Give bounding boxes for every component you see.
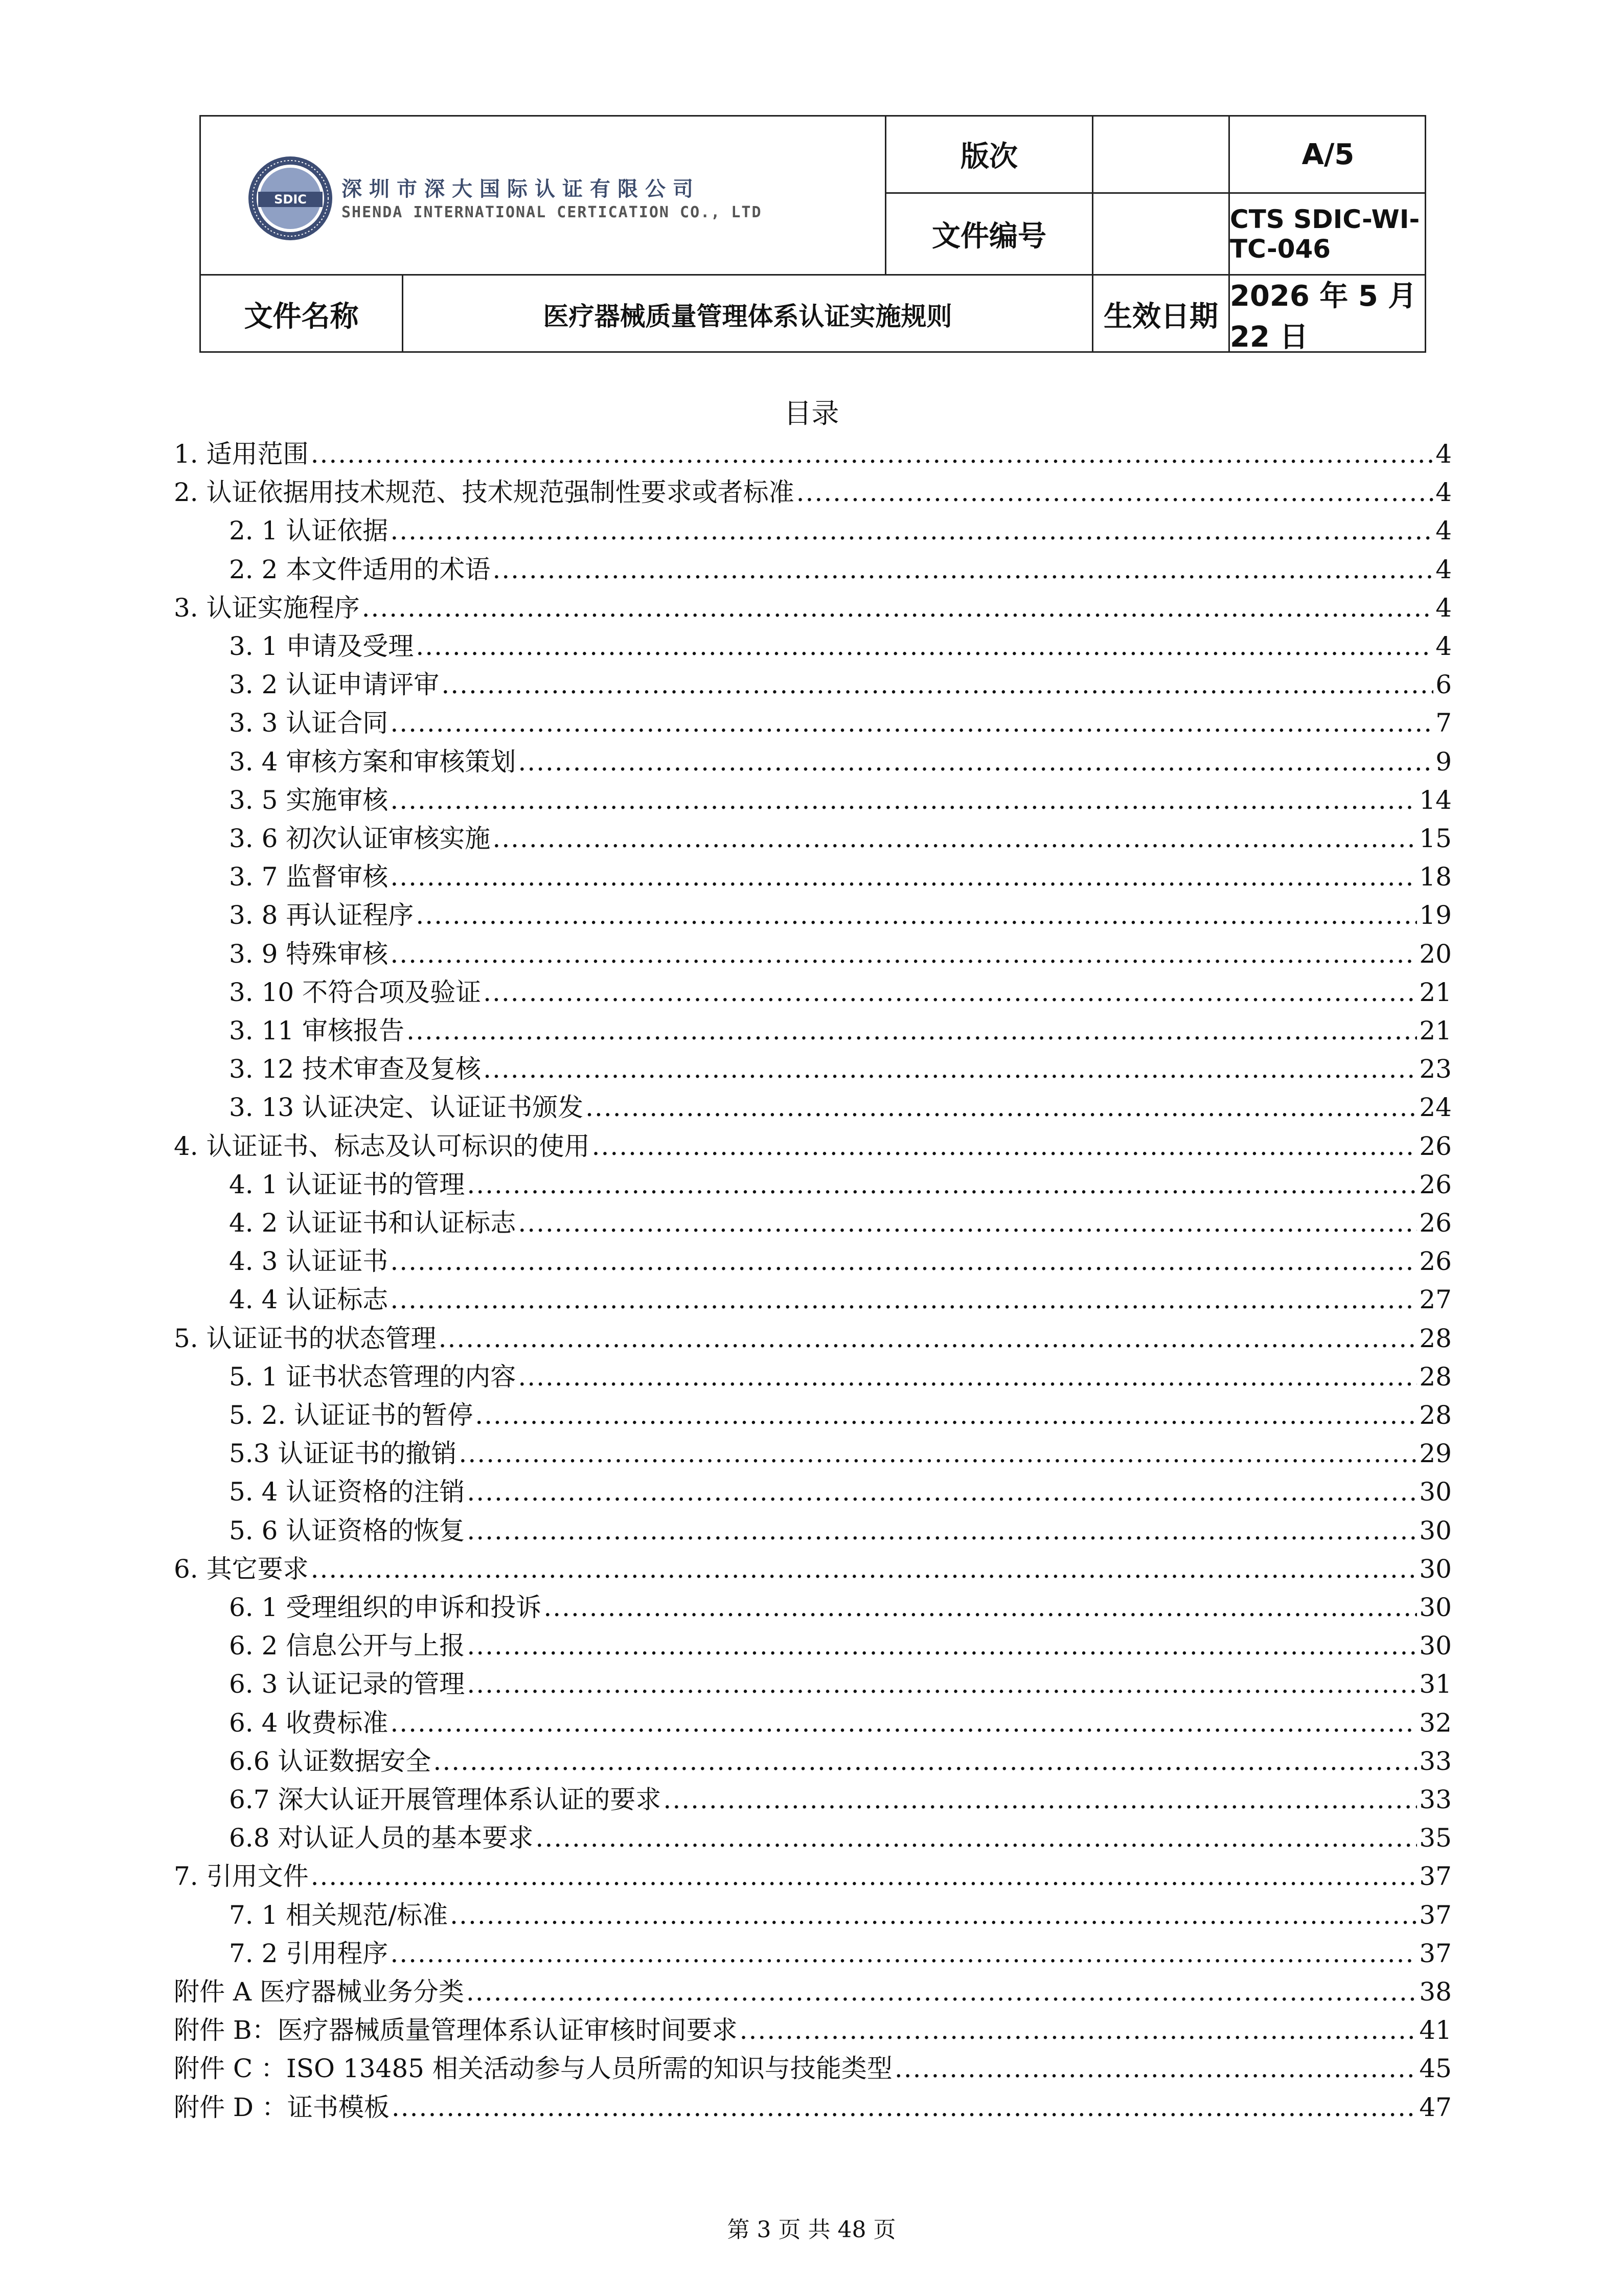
- toc-entry-title: 3. 3 认证合同: [229, 708, 388, 738]
- toc-entry-title: 3. 7 监督审核: [229, 862, 388, 892]
- toc-leader-dots: [311, 1861, 1418, 1891]
- document-name-value: 医疗器械质量管理体系认证实施规则: [543, 301, 952, 331]
- toc-entry-title: 附件 B：医疗器械质量管理体系认证审核时间要求: [174, 2015, 738, 2045]
- svg-text:SDIC: SDIC: [274, 192, 307, 207]
- toc-entry-page: 37: [1419, 1861, 1452, 1892]
- toc-entry-title: 5. 认证证书的状态管理: [174, 1323, 437, 1353]
- toc-entry[interactable]: [174, 2048, 1452, 2084]
- toc-entry[interactable]: [229, 818, 1452, 854]
- toc-leader-dots: [492, 555, 1433, 584]
- toc-leader-dots: [390, 708, 1433, 738]
- toc-entry-title: 2. 认证依据用技术规范、技术规范强制性要求或者标准: [174, 478, 794, 508]
- toc-leader-dots: [535, 1823, 1417, 1853]
- toc-leader-dots: [390, 1708, 1417, 1738]
- toc-entry-page: 4: [1435, 516, 1452, 546]
- toc-entry[interactable]: [229, 1625, 1452, 1661]
- toc-entry-title: 5. 4 认证资格的注销: [229, 1477, 465, 1507]
- toc-entry-page: 41: [1419, 2015, 1452, 2045]
- toc-entry-page: 21: [1419, 1016, 1452, 1045]
- toc-entry-title: 2. 2 本文件适用的术语: [229, 554, 491, 584]
- toc-entry[interactable]: [229, 1164, 1452, 1200]
- toc-leader-dots: [475, 1400, 1417, 1430]
- toc-entry-page: 38: [1419, 1977, 1452, 2007]
- toc-leader-dots: [592, 1131, 1418, 1161]
- toc-entry-title: 3. 10 不符合项及验证: [229, 977, 482, 1007]
- toc-entry[interactable]: [174, 1971, 1452, 2007]
- toc-entry-page: 4: [1435, 593, 1452, 623]
- toc-leader-dots: [433, 1746, 1417, 1776]
- toc-entry-page: 15: [1419, 824, 1452, 853]
- toc-entry[interactable]: [229, 664, 1452, 700]
- toc-leader-dots: [390, 1246, 1417, 1276]
- document-header-table: [199, 115, 1426, 353]
- toc-leader-dots: [441, 670, 1433, 699]
- toc-entry-page: 18: [1419, 862, 1452, 892]
- toc-title: 目录: [784, 397, 839, 429]
- toc-entry-title: 4. 1 认证证书的管理: [229, 1169, 465, 1199]
- toc-entry-page: 23: [1419, 1054, 1452, 1084]
- toc-leader-dots: [450, 1900, 1417, 1930]
- toc-entry-page: 30: [1419, 1515, 1452, 1545]
- toc-entry-page: 26: [1419, 1169, 1452, 1199]
- toc-entry[interactable]: [229, 1817, 1452, 1853]
- toc-entry[interactable]: [229, 972, 1452, 1008]
- toc-entry-title: 3. 2 认证申请评审: [229, 670, 440, 700]
- toc-entry[interactable]: [229, 1241, 1452, 1277]
- toc-entry-page: 30: [1419, 1593, 1452, 1622]
- toc-entry-title: 3. 认证实施程序: [174, 593, 360, 623]
- version-label: 版次: [961, 140, 1018, 173]
- toc-entry-page: 28: [1419, 1361, 1452, 1392]
- toc-entry-title: 6. 1 受理组织的申诉和投诉: [229, 1593, 542, 1622]
- toc-entry[interactable]: [229, 510, 1452, 546]
- toc-entry-page: 37: [1419, 1900, 1452, 1930]
- toc-entry[interactable]: [229, 780, 1452, 815]
- toc-entry[interactable]: [229, 1741, 1452, 1777]
- toc-entry-title: 4. 3 认证证书: [229, 1246, 388, 1277]
- toc-entry-title: 6. 3 认证记录的管理: [229, 1669, 465, 1699]
- toc-entry-page: 24: [1419, 1093, 1452, 1123]
- toc-entry[interactable]: [229, 1202, 1452, 1238]
- toc-entry-title: 6.6 认证数据安全: [229, 1746, 431, 1776]
- toc-entry-title: 4. 认证证书、标志及认可标识的使用: [174, 1131, 590, 1161]
- toc-leader-dots: [439, 1324, 1418, 1353]
- toc-leader-dots: [796, 478, 1434, 507]
- toc-entry-title: 6. 4 收费标准: [229, 1708, 388, 1738]
- toc-entry[interactable]: [174, 1126, 1452, 1162]
- toc-entry-title: 6.8 对认证人员的基本要求: [229, 1823, 534, 1853]
- toc-entry[interactable]: [229, 702, 1452, 738]
- company-name-en: SHENDA INTERNATIONAL CERTICATION CO., LTD: [341, 203, 762, 221]
- toc-entry-page: 4: [1435, 554, 1452, 584]
- toc-leader-dots: [895, 2054, 1417, 2083]
- toc-entry-title: 5. 6 认证资格的恢复: [229, 1515, 465, 1545]
- page-footer: 第 3 页 共 48 页: [727, 2217, 896, 2243]
- toc-leader-dots: [311, 439, 1434, 469]
- toc-leader-dots: [390, 939, 1417, 969]
- document-name-label: 文件名称: [244, 300, 359, 333]
- toc-entry[interactable]: [229, 1433, 1452, 1469]
- toc-entry-title: 5. 1 证书状态管理的内容: [229, 1361, 516, 1392]
- toc-leader-dots: [585, 1093, 1417, 1122]
- toc-entry-page: 26: [1419, 1208, 1452, 1238]
- version-value: A/5: [1301, 138, 1355, 171]
- toc-leader-dots: [362, 593, 1434, 623]
- toc-entry-title: 3. 12 技术审查及复核: [229, 1054, 482, 1084]
- toc-entry-page: 30: [1419, 1477, 1452, 1507]
- toc-entry[interactable]: [229, 1087, 1452, 1123]
- toc-entry-page: 21: [1419, 977, 1452, 1007]
- toc-entry[interactable]: [229, 1664, 1452, 1699]
- toc-entry-title: 7. 2 引用程序: [229, 1938, 388, 1968]
- toc-leader-dots: [518, 1362, 1417, 1392]
- toc-entry-page: 9: [1435, 746, 1452, 777]
- toc-leader-dots: [467, 1516, 1417, 1545]
- toc-entry-page: 4: [1435, 439, 1452, 469]
- toc-leader-dots: [740, 2015, 1418, 2045]
- toc-entry-title: 7. 引用文件: [174, 1861, 309, 1892]
- toc-entry[interactable]: [229, 1702, 1452, 1738]
- toc-entry[interactable]: [174, 1549, 1452, 1584]
- toc-entry-title: 4. 2 认证证书和认证标志: [229, 1208, 516, 1238]
- toc-leader-dots: [311, 1554, 1418, 1584]
- toc-entry-page: 37: [1419, 1938, 1452, 1968]
- toc-entry[interactable]: [229, 1010, 1452, 1046]
- toc-entry-title: 5.3 认证证书的撤销: [229, 1439, 457, 1469]
- toc-entry[interactable]: [229, 1510, 1452, 1546]
- toc-entry-title: 3. 9 特殊审核: [229, 939, 388, 969]
- toc-entry[interactable]: [174, 472, 1452, 508]
- toc-entry-title: 3. 11 审核报告: [229, 1016, 405, 1045]
- toc-entry-title: 3. 4 审核方案和审核策划: [229, 746, 516, 777]
- toc-entry[interactable]: [174, 434, 1452, 469]
- toc-entry-title: 3. 8 再认证程序: [229, 900, 414, 930]
- toc-leader-dots: [390, 516, 1433, 545]
- toc-entry-title: 附件 C ：ISO 13485 相关活动参与人员所需的知识与技能类型: [174, 2054, 893, 2084]
- toc-entry-title: 附件 A 医疗器械业务分类: [174, 1977, 464, 2007]
- toc-entry[interactable]: [229, 1049, 1452, 1084]
- toc-entry-page: 33: [1419, 1746, 1452, 1776]
- toc-leader-dots: [483, 1054, 1417, 1084]
- toc-leader-dots: [483, 977, 1417, 1007]
- document-number-label: 文件编号: [932, 219, 1046, 253]
- toc-entry[interactable]: [229, 1279, 1452, 1315]
- toc-entry-title: 6. 2 信息公开与上报: [229, 1631, 465, 1661]
- toc-entry-title: 7. 1 相关规范/标准: [229, 1900, 448, 1930]
- toc-leader-dots: [390, 1939, 1417, 1968]
- toc-entry-page: 45: [1419, 2054, 1452, 2084]
- toc-entry-page: 31: [1419, 1669, 1452, 1699]
- toc-entry-title: 6. 其它要求: [174, 1554, 309, 1584]
- toc-entry-title: 2. 1 认证依据: [229, 516, 388, 546]
- toc-entry-title: 3. 13 认证决定、认证证书颁发: [229, 1093, 584, 1123]
- toc-leader-dots: [406, 1016, 1417, 1045]
- toc-entry-page: 14: [1419, 785, 1452, 815]
- toc-leader-dots: [663, 1785, 1417, 1814]
- toc-entry-page: 19: [1419, 900, 1452, 930]
- toc-leader-dots: [492, 824, 1417, 853]
- toc-entry-title: 3. 6 初次认证审核实施: [229, 824, 491, 853]
- toc-entry[interactable]: [174, 1318, 1452, 1354]
- toc-entry[interactable]: [229, 626, 1452, 662]
- toc-leader-dots: [467, 1170, 1417, 1199]
- company-logo-block: [201, 117, 886, 275]
- toc-entry-page: 4: [1435, 478, 1452, 508]
- toc-leader-dots: [390, 862, 1417, 892]
- toc-entry-page: 4: [1435, 631, 1452, 661]
- company-name-cn: 深圳市深大国际认证有限公司: [341, 177, 700, 201]
- toc-leader-dots: [416, 631, 1433, 661]
- toc-leader-dots: [467, 1477, 1417, 1507]
- toc-entry-page: 30: [1419, 1554, 1452, 1584]
- toc-entry[interactable]: [229, 895, 1452, 930]
- toc-entry-title: 附件 D ：证书模板: [174, 2092, 390, 2122]
- toc-entry[interactable]: [229, 1895, 1452, 1930]
- toc-entry-title: 4. 4 认证标志: [229, 1285, 388, 1315]
- toc-entry-title: 3. 1 申请及受理: [229, 631, 414, 661]
- toc-entry[interactable]: [229, 934, 1452, 969]
- toc-entry-title: 5. 2. 认证证书的暂停: [229, 1400, 473, 1430]
- toc-leader-dots: [518, 747, 1433, 777]
- toc-entry-page: 47: [1419, 2092, 1452, 2122]
- toc-entry[interactable]: [229, 549, 1452, 585]
- toc-leader-dots: [416, 900, 1417, 930]
- toc-leader-dots: [467, 1669, 1417, 1699]
- toc-entry-page: 20: [1419, 939, 1452, 969]
- toc-entry[interactable]: [229, 741, 1452, 777]
- toc-leader-dots: [392, 2093, 1418, 2122]
- effective-date-value: 2026 年 5 月 22 日: [1230, 279, 1417, 354]
- toc-entry[interactable]: [229, 1395, 1452, 1430]
- toc-entry-page: 32: [1419, 1708, 1452, 1738]
- toc-entry[interactable]: [229, 1471, 1452, 1507]
- toc-leader-dots: [543, 1593, 1417, 1622]
- toc-entry-title: 6.7 深大认证开展管理体系认证的要求: [229, 1785, 661, 1814]
- toc-entry-page: 26: [1419, 1246, 1452, 1277]
- toc-entry-page: 33: [1419, 1785, 1452, 1814]
- toc-entry[interactable]: [229, 856, 1452, 892]
- toc-leader-dots: [390, 785, 1417, 815]
- toc-entry-page: 6: [1435, 670, 1452, 700]
- toc-entry[interactable]: [229, 1587, 1452, 1623]
- document-number-value: CTS SDIC-WI-TC-046: [1230, 204, 1420, 264]
- toc-leader-dots: [467, 1631, 1417, 1661]
- toc-leader-dots: [518, 1208, 1417, 1238]
- toc-entry-page: 30: [1419, 1631, 1452, 1661]
- toc-entry-title: 1. 适用范围: [174, 439, 309, 469]
- effective-date-label: 生效日期: [1104, 300, 1218, 333]
- toc-entry-page: 27: [1419, 1285, 1452, 1315]
- toc-leader-dots: [459, 1439, 1417, 1468]
- toc-entry[interactable]: [174, 2087, 1452, 2123]
- toc-entry-page: 29: [1419, 1439, 1452, 1469]
- toc-entry[interactable]: [229, 1933, 1452, 1969]
- toc-entry-page: 28: [1419, 1323, 1452, 1353]
- toc-entry-page: 7: [1435, 708, 1452, 738]
- toc-entry[interactable]: [174, 1856, 1452, 1892]
- toc-entry[interactable]: [174, 2010, 1452, 2045]
- toc-entry[interactable]: [229, 1779, 1452, 1815]
- toc-entry[interactable]: [174, 587, 1452, 623]
- toc-entry-page: 35: [1419, 1823, 1452, 1853]
- toc-entry-title: 3. 5 实施审核: [229, 785, 388, 815]
- company-logo-icon: [247, 155, 334, 242]
- toc-entry-page: 26: [1419, 1131, 1452, 1161]
- toc-leader-dots: [466, 1977, 1417, 2007]
- toc-leader-dots: [390, 1285, 1417, 1314]
- toc-entry-page: 28: [1419, 1400, 1452, 1430]
- toc-entry[interactable]: [229, 1356, 1452, 1392]
